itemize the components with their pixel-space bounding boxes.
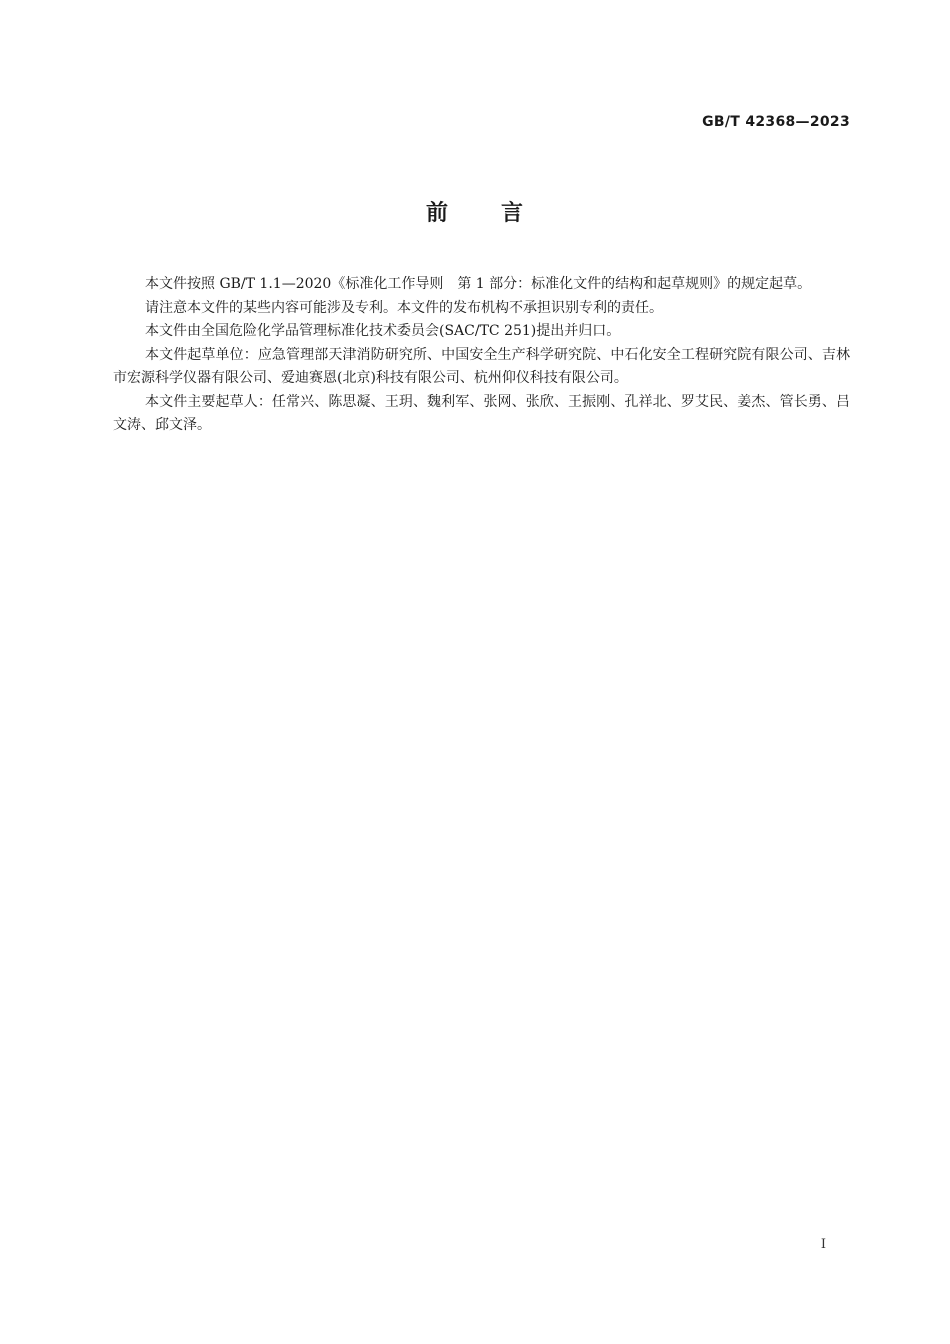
paragraph-drafting-units: 本文件起草单位：应急管理部天津消防研究所、中国安全生产科学研究院、中石化安全工程研究院有限公司、吉林市宏源科学仪器有限公司、爱迪赛恩(北京)科技有限公司、杭州仰仪科技有限公司。 [113,346,850,386]
title-char-1: 前 [425,201,449,226]
foreword-body [113,273,850,438]
page-number: I [820,1237,826,1252]
paragraph-drafters: 本文件主要起草人：任常兴、陈思凝、王玥、魏利军、张网、张欣、王振刚、孔祥北、罗艾民、姜杰、管长勇、吕文涛、邱文泽。 [113,393,850,433]
standard-number: GB/T 42368—2023 [702,114,850,130]
paragraph-proposer: 本文件由全国危险化学品管理标准化技术委员会(SAC/TC 251)提出并归口。 [145,323,621,339]
title-char-2: 言 [501,201,525,226]
paragraph-patent-notice: 请注意本文件的某些内容可能涉及专利。本文件的发布机构不承担识别专利的责任。 [145,299,663,316]
paragraph-drafting-rules: 本文件按照 GB/T 1.1—2020《标准化工作导则 第 1 部分：标准化文件的结构和起草规则》的规定起草。 [145,276,812,292]
section-title-foreword [0,196,950,227]
